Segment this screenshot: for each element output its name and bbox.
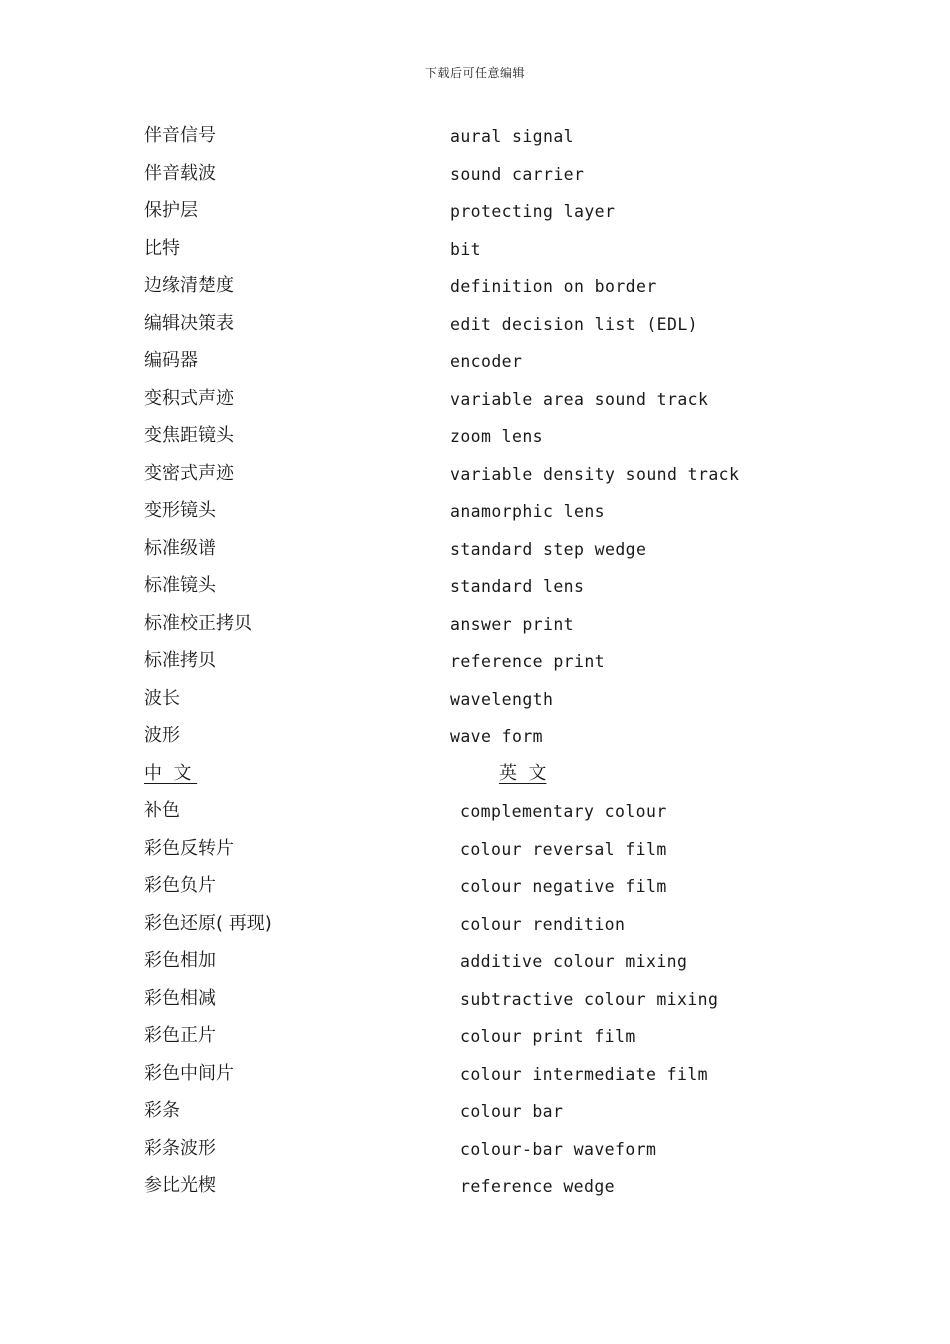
- glossary-row: [144, 569, 844, 607]
- glossary-row: [144, 1019, 844, 1057]
- glossary-list: [144, 119, 844, 1207]
- chinese-term: 编码器: [144, 350, 198, 371]
- glossary-row: [144, 1057, 844, 1095]
- chinese-term: 变密式声迹: [144, 462, 234, 484]
- glossary-section-2: [144, 794, 844, 1207]
- english-term: encoder: [450, 352, 523, 371]
- chinese-term: 保护层: [144, 200, 198, 221]
- glossary-row: [144, 944, 844, 982]
- glossary-row: [144, 194, 844, 232]
- glossary-row: [144, 644, 844, 682]
- glossary-section-1: [144, 119, 844, 757]
- english-term: variable density sound track: [450, 464, 740, 484]
- chinese-term: 标准镜头: [144, 575, 216, 596]
- english-column-heading: 英 文: [499, 762, 547, 784]
- chinese-term: 标准拷贝: [144, 650, 216, 671]
- english-term: anamorphic lens: [450, 502, 606, 521]
- english-term: complementary colour: [460, 802, 667, 821]
- english-term: subtractive colour mixing: [460, 989, 719, 1009]
- english-term: colour intermediate film: [460, 1064, 709, 1084]
- chinese-term: 变积式声迹: [144, 387, 234, 409]
- chinese-term: 彩条波形: [144, 1137, 216, 1159]
- chinese-column-heading: 中 文: [144, 762, 198, 784]
- glossary-row: [144, 532, 844, 570]
- glossary-row: [144, 307, 844, 345]
- glossary-row: [144, 719, 844, 757]
- glossary-row: [144, 494, 844, 532]
- english-term: answer print: [450, 614, 575, 634]
- glossary-row: [144, 1169, 844, 1207]
- english-term: standard lens: [450, 577, 585, 596]
- chinese-term: 彩色中间片: [144, 1062, 234, 1084]
- glossary-row: [144, 794, 844, 832]
- english-term: colour rendition: [460, 914, 626, 934]
- chinese-term: 变形镜头: [144, 500, 216, 521]
- glossary-row: [144, 157, 844, 195]
- chinese-term: 波长: [144, 687, 180, 709]
- english-term: aural signal: [450, 127, 575, 146]
- english-term: colour negative film: [460, 877, 667, 896]
- chinese-term: 边缘清楚度: [144, 275, 234, 296]
- chinese-term: 彩色相加: [144, 950, 216, 971]
- english-term: additive colour mixing: [460, 952, 688, 971]
- english-term: bit: [450, 239, 482, 259]
- english-term: colour print film: [460, 1027, 636, 1046]
- english-term: standard step wedge: [450, 539, 647, 559]
- glossary-row: [144, 869, 844, 907]
- english-term: wave form: [450, 727, 544, 746]
- glossary-row: [144, 419, 844, 457]
- chinese-term: 标准级谱: [144, 537, 216, 559]
- chinese-term: 标准校正拷贝: [144, 612, 252, 634]
- chinese-term: 彩色相减: [144, 987, 216, 1009]
- english-term: zoom lens: [450, 427, 544, 446]
- english-term: definition on border: [450, 277, 657, 296]
- glossary-row: [144, 907, 844, 945]
- english-term: colour-bar waveform: [460, 1139, 657, 1159]
- chinese-term: 彩色还原( 再现): [144, 912, 272, 934]
- english-term: protecting layer: [450, 202, 616, 221]
- glossary-row: [144, 982, 844, 1020]
- chinese-term: 彩色负片: [144, 875, 216, 896]
- english-term: variable area sound track: [450, 389, 709, 409]
- chinese-term: 波形: [144, 725, 180, 746]
- english-term: colour bar: [460, 1102, 564, 1121]
- page-header: 下载后可任意编辑: [424, 66, 525, 80]
- chinese-term: 参比光楔: [144, 1175, 216, 1196]
- chinese-term: 伴音载波: [144, 162, 216, 184]
- chinese-term: 编辑决策表: [144, 312, 234, 334]
- chinese-term: 变焦距镜头: [144, 425, 234, 446]
- glossary-row: [144, 832, 844, 870]
- column-heading-row: [144, 757, 844, 795]
- glossary-row: [144, 682, 844, 720]
- glossary-row: [144, 232, 844, 270]
- english-term: wavelength: [450, 689, 554, 709]
- glossary-row: [144, 119, 844, 157]
- english-term: sound carrier: [450, 164, 585, 184]
- glossary-row: [144, 1132, 844, 1170]
- glossary-row: [144, 269, 844, 307]
- english-term: reference wedge: [460, 1177, 616, 1196]
- english-term: edit decision list (EDL): [450, 314, 699, 334]
- chinese-term: 彩色反转片: [144, 837, 234, 859]
- chinese-term: 彩色正片: [144, 1025, 216, 1046]
- english-term: colour reversal film: [460, 839, 667, 859]
- glossary-row: [144, 457, 844, 495]
- glossary-row: [144, 607, 844, 645]
- glossary-row: [144, 382, 844, 420]
- glossary-row: [144, 1094, 844, 1132]
- english-term: reference print: [450, 652, 606, 671]
- chinese-term: 补色: [144, 800, 180, 821]
- chinese-term: 比特: [144, 237, 180, 259]
- chinese-term: 彩条: [144, 1100, 180, 1121]
- glossary-row: [144, 344, 844, 382]
- chinese-term: 伴音信号: [144, 125, 216, 146]
